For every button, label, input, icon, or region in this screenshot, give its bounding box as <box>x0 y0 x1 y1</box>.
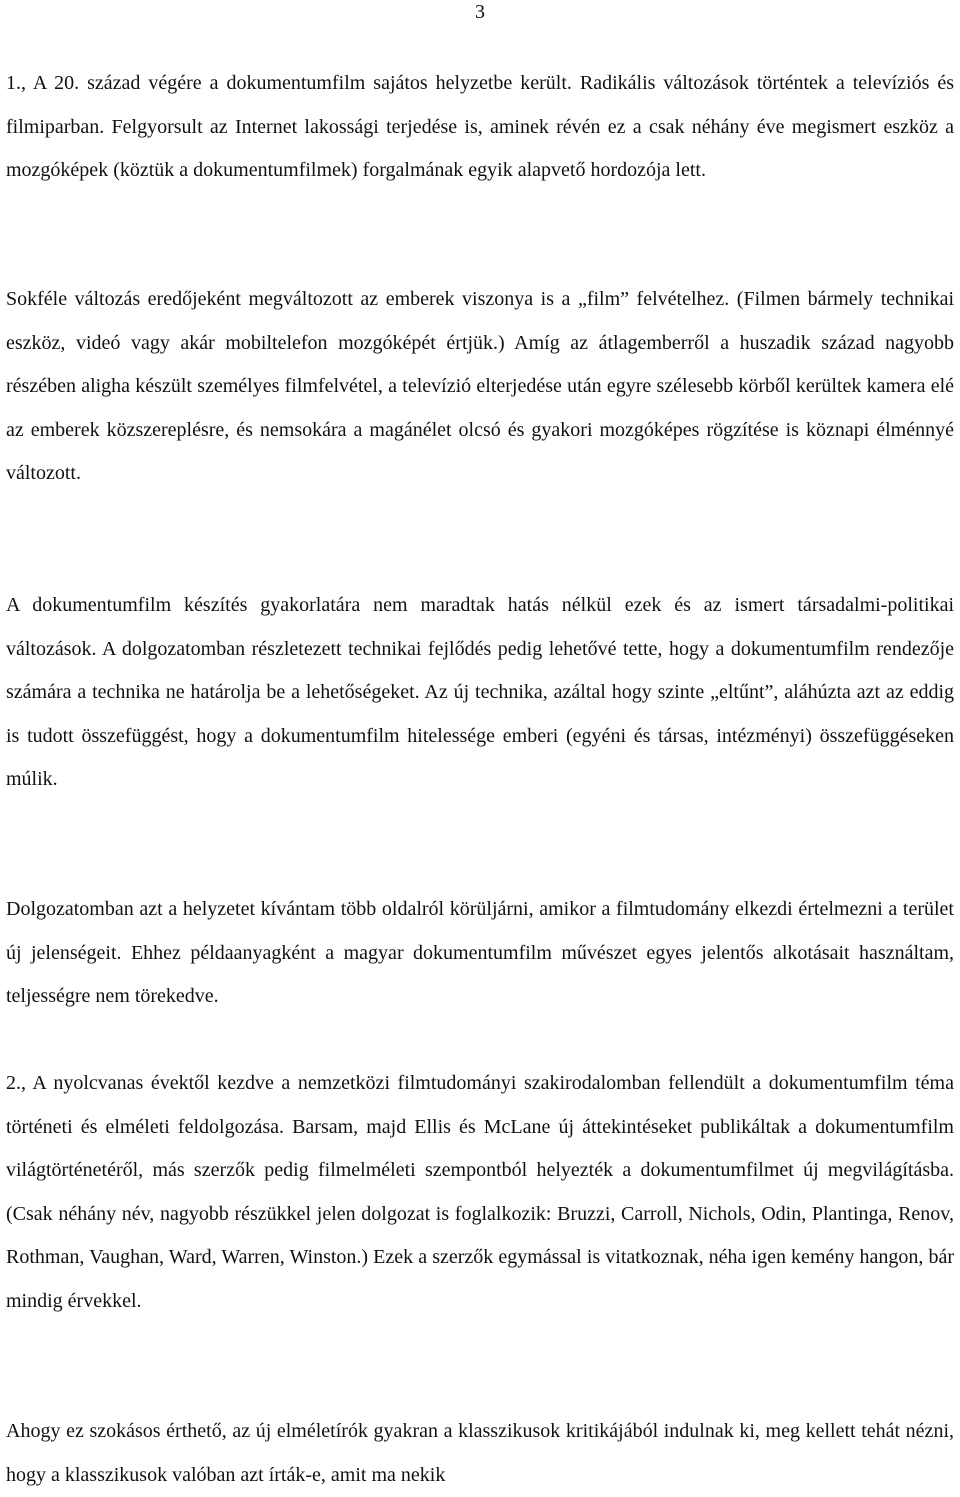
paragraph-2: Sokféle változás eredőjeként megváltozott az emberek viszonya is a „film” felvételhez. (Filmen bármely technikai eszköz, videó vagy akár mobiltelefon mozgóképét értjük.) Amíg az átlagemberről a huszadik század nagyobb részében aligha készült személyes filmfelvétel, a televízió elterjedése után egyre szélesebb körből kerültek kamera elé az emberek közszereplésre, és nemsokára a magánélet olcsó és gyakori mozgóképes rögzítése is köznapi élménnyé változott. <box>6 288 954 485</box>
paragraph-6: Ahogy ez szokásos érthető, az új elméletírók gyakran a klasszikusok kritikájából indulnak ki, meg kellett tehát nézni, hogy a klasszikusok valóban azt írták-e, amit ma nekik <box>6 1420 954 1486</box>
page-number: 3 <box>475 1 485 23</box>
paragraph-4: Dolgozatomban azt a helyzetet kívántam több oldalról körüljárni, amikor a filmtudomány elkezdi értelmezni a terület új jelenségeit. Ehhez példaanyagként a magyar dokumentumfilm művészet egyes jelentős alkotásait használtam, teljességre nem törekedve. <box>6 898 954 1008</box>
paragraph-3: A dokumentumfilm készítés gyakorlatára nem maradtak hatás nélkül ezek és az ismert társadalmi-politikai változások. A dolgozatomban részletezett technikai fejlődés pedig lehetővé tette, hogy a dokumentumfilm rendezője számára a technika ne határolja be a lehetőségeket. Az új technika, azáltal hogy szinte „eltűnt”, aláhúzta azt az eddig is tudott összefüggést, hogy a dokumentumfilm hitelessége emberi (egyéni és társas, intézményi) összefüggéseken múlik. <box>6 594 954 791</box>
paragraph-1: 1., A 20. század végére a dokumentumfilm sajátos helyzetbe került. Radikális változások történtek a televíziós és filmiparban. Felgyorsult az Internet lakossági terjedése is, aminek révén ez a csak néhány éve megismert eszköz a mozgóképek (köztük a dokumentumfilmek) forgalmának egyik alapvető hordozója lett. <box>6 72 954 182</box>
paragraph-5: 2., A nyolcvanas évektől kezdve a nemzetközi filmtudományi szakirodalomban fellendült a dokumentumfilm téma történeti és elméleti feldolgozása. Barsam, majd Ellis és McLane új áttekintéseket publikáltak a dokumentumfilm világtörténetéről, más szerzők pedig filmelméleti szempontból helyezték a dokumentumfilmet új megvilágításba. (Csak néhány név, nagyobb részükkel jelen dolgozat is foglalkozik: Bruzzi, Carroll, Nichols, Odin, Plantinga, Renov, Rothman, Vaughan, Ward, Warren, Winston.) Ezek a szerzők egymással is vitatkoznak, néha igen kemény hangon, bár mindig érvekkel. <box>6 1072 954 1312</box>
